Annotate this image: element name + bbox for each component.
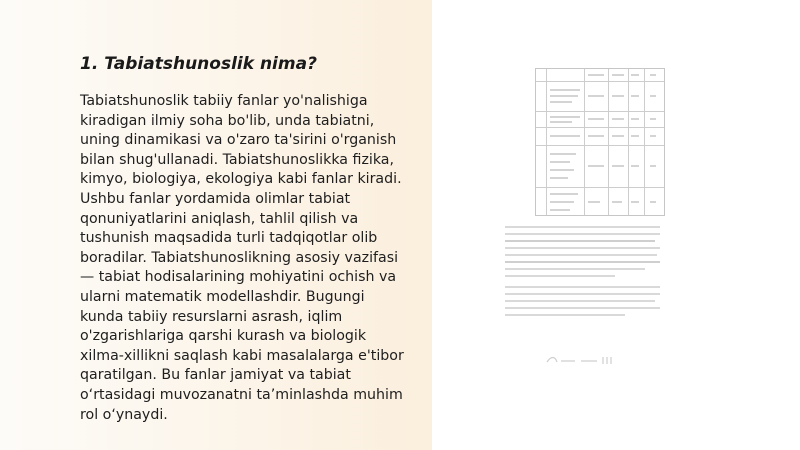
paragraph-line: o'zgarishlariga qarshi kurash va biologik — [80, 328, 367, 345]
slide-paragraph — [80, 92, 425, 425]
slide-title: 1. Tabiatshunoslik nima? — [80, 54, 317, 74]
paragraph-line: Tabiatshunoslik tabiiy fanlar yo'nalishiga — [80, 93, 368, 109]
paragraph-line: — tabiat hodisalarining mohiyatini ochish va — [80, 269, 397, 286]
paragraph-line: qaratilgan. Bu fanlar jamiyat va tabiat — [80, 367, 351, 384]
paragraph-line: kiradigan ilmiy soha bo'lib, unda tabiatni, — [80, 112, 375, 129]
paragraph-line: bilan shug'ullanadi. Tabiatshunoslikka fizika, — [80, 151, 395, 168]
paragraph-line: boradilar. Tabiatshunoslikning asosiy vazifasi — [80, 249, 399, 266]
paragraph-line: Ushbu fanlar yordamida olimlar tabiat — [80, 190, 351, 207]
paragraph-line: rol o‘ynaydi. — [80, 406, 168, 423]
paragraph-line: kimyo, biologiya, ekologiya kabi fanlar kiradi. — [80, 171, 402, 188]
paragraph-line: xilma-xillikni saqlash kabi masalalarga e'tibor — [80, 347, 404, 364]
paragraph-line: o‘rtasidagi muvozanatni ta’minlashda muhim — [80, 386, 403, 403]
paragraph-line: kunda tabiiy resurslarni asrash, iqlim — [80, 308, 343, 325]
paragraph-line: qonuniyatlarini aniqlash, tahlil qilish va — [80, 210, 359, 227]
paragraph-line: tushunish maqsadida turli tadqiqotlar olib — [80, 230, 378, 247]
paragraph-line: uning dinamikasi va o'zaro ta'sirini o'rganish — [80, 132, 397, 149]
scanned-page-image — [505, 62, 665, 382]
page-number-mark — [545, 354, 615, 366]
scanned-table — [535, 68, 665, 216]
paragraph-line: ularni matematik modellashdir. Bugungi — [80, 288, 365, 305]
